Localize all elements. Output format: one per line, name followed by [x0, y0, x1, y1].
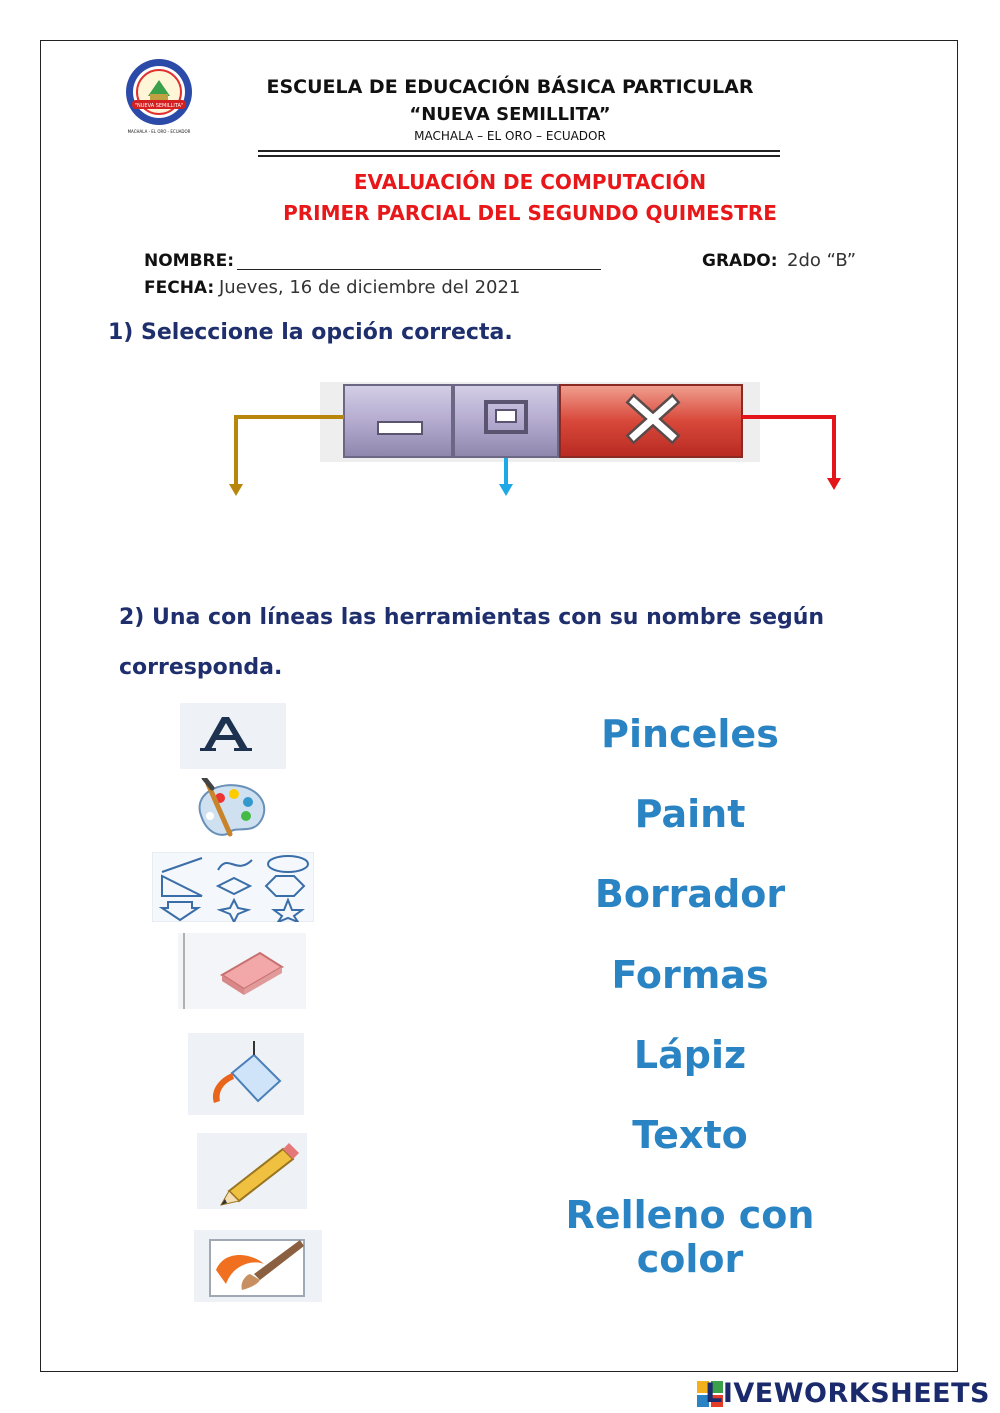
exam-subtitle: PRIMER PARCIAL DEL SEGUNDO QUIMESTRE	[283, 201, 777, 225]
question-2-line1: 2) Una con líneas las herramientas con su nombre según	[119, 605, 825, 630]
date-label: FECHA:	[144, 278, 215, 298]
liveworksheets-brand: LIVEWORKSHEETS	[705, 1378, 990, 1409]
school-name: ESCUELA DE EDUCACIÓN BÁSICA PARTICULAR	[266, 76, 754, 98]
eraser-tool-icon[interactable]	[178, 933, 306, 1009]
question-1: 1) Seleccione la opción correcta.	[108, 320, 513, 345]
pencil-tool-icon[interactable]	[197, 1133, 311, 1209]
question-2-line2: corresponda.	[119, 655, 283, 680]
word-relleno: Relleno con color	[565, 1193, 815, 1281]
name-field[interactable]	[237, 269, 601, 270]
word-formas: Formas	[611, 953, 769, 997]
shapes-tool-icon[interactable]	[152, 852, 314, 922]
date-value: Jueves, 16 de diciembre del 2021	[219, 277, 521, 298]
grade-value: 2do “B”	[787, 250, 857, 271]
word-texto: Texto	[632, 1113, 748, 1157]
word-borrador: Borrador	[594, 872, 786, 916]
fill-bucket-icon[interactable]	[188, 1033, 304, 1115]
school-location: MACHALA – EL ORO – ECUADOR	[414, 129, 606, 143]
text-tool-icon[interactable]	[180, 703, 290, 769]
minimize-icon	[378, 422, 422, 434]
exam-title: EVALUACIÓN DE COMPUTACIÓN	[353, 170, 707, 194]
name-label: NOMBRE:	[144, 251, 235, 271]
paint-palette-icon[interactable]	[190, 778, 270, 842]
brushes-tool-icon[interactable]	[194, 1230, 322, 1302]
word-paint: Paint	[634, 792, 746, 836]
school-subtitle: “NUEVA SEMILLITA”	[409, 104, 611, 125]
page-border	[40, 40, 958, 1372]
header-rule-2	[258, 155, 780, 157]
word-lapiz: Lápiz	[633, 1033, 747, 1077]
window-controls-figure	[220, 380, 860, 500]
logo-bottom-text: MACHALA - EL ORO - ECUADOR	[127, 129, 191, 134]
word-pinceles: Pinceles	[601, 712, 779, 756]
grade-label: GRADO:	[702, 251, 778, 271]
logo-band-text: "NUEVA SEMILLITA"	[134, 103, 184, 109]
header-rule-1	[258, 150, 780, 152]
